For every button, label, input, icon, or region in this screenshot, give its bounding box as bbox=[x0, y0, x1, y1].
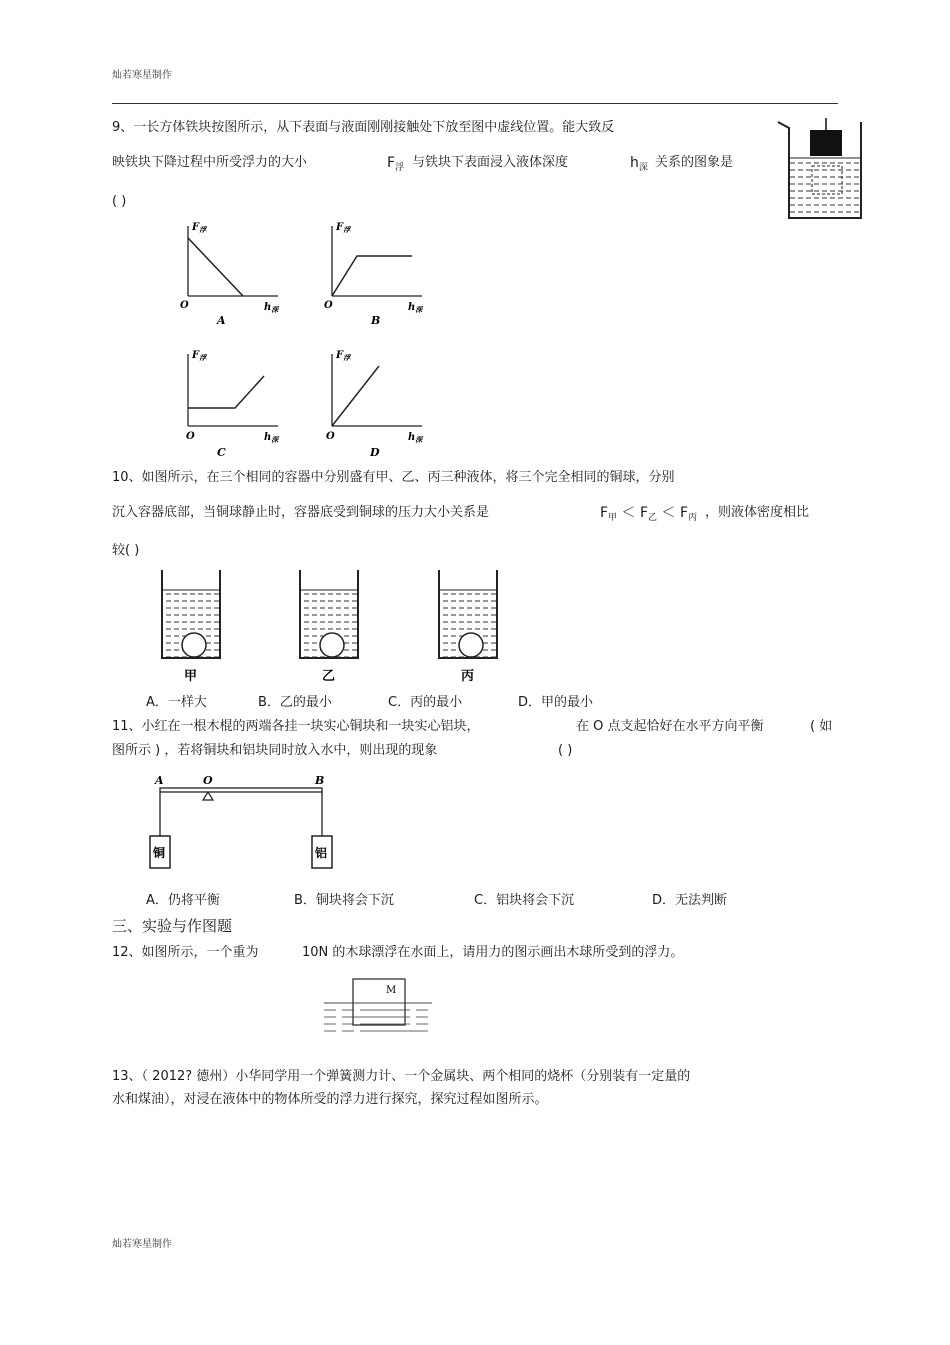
graph-c-origin: O bbox=[186, 431, 195, 442]
floating-ball-figure bbox=[320, 975, 435, 1045]
q10-option-d: D．甲的最小 bbox=[518, 695, 594, 710]
q11-option-d: D．无法判断 bbox=[652, 893, 728, 908]
graph-c-caption: C bbox=[217, 446, 226, 459]
q9-line2b: 与铁块下表面浸入液体深度 bbox=[412, 155, 569, 170]
graph-c-x-label: $h_深$ bbox=[264, 432, 279, 444]
q11-line2a: 图所示 ) ，若将铜块和铝块同时放入水中，则出现的现象 bbox=[112, 743, 438, 758]
container-bing bbox=[435, 570, 501, 685]
beaker-figure bbox=[774, 118, 866, 222]
floating-ball-label: M bbox=[386, 985, 397, 996]
section-title: 三、实验与作图题 bbox=[112, 917, 233, 935]
q9-line2a: 映铁块下降过程中所受浮力的大小 bbox=[112, 155, 308, 170]
container-jia bbox=[158, 570, 224, 685]
page-header: 灿若寒星制作 bbox=[112, 70, 172, 81]
q11-line1b: 在 O 点支起恰好在水平方向平衡 bbox=[576, 719, 764, 734]
q10-line3: 较( ) bbox=[112, 543, 140, 558]
q11-option-b: B．铜块将会下沉 bbox=[294, 893, 394, 908]
h-subscript: 深 bbox=[638, 163, 648, 173]
lever-label-a: A bbox=[155, 774, 164, 787]
graph-a-origin: O bbox=[180, 300, 189, 311]
graph-b bbox=[324, 218, 424, 328]
lever-block-aluminum: 铝 bbox=[315, 846, 328, 860]
q11-line1a: 11、小红在一根木棍的两端各挂一块实心铜块和一块实心铝块， bbox=[112, 719, 480, 734]
q9-answer-blank: ( ) bbox=[112, 194, 127, 209]
graph-a-x-label: $h_深$ bbox=[264, 302, 279, 314]
header-rule bbox=[112, 103, 838, 104]
q10-option-a: A．一样大 bbox=[146, 695, 207, 710]
lever-figure bbox=[145, 772, 345, 874]
f-subscript: 浮 bbox=[395, 163, 405, 173]
q10-option-c: C．丙的最小 bbox=[388, 695, 463, 710]
q12-line1b: 10N 的木球漂浮在水面上，请用力的图示画出木球所受到的浮力。 bbox=[302, 945, 684, 960]
q9-line1: 9、一长方体铁块按图所示，从下表面与液面刚刚接触处下放至图中虚线位置。能大致反 bbox=[112, 120, 615, 135]
lever-label-b: B bbox=[315, 774, 325, 787]
h-letter: h bbox=[630, 155, 639, 171]
rel-f1: F bbox=[600, 505, 609, 521]
container-bing-label: 丙 bbox=[461, 669, 475, 684]
rel-f3: F bbox=[679, 505, 689, 521]
q11-option-a: A．仍将平衡 bbox=[146, 893, 220, 908]
q10-line2b: ，则液体密度相比 bbox=[705, 505, 810, 520]
graph-d-x-label: $h_深$ bbox=[408, 432, 423, 444]
graph-a-caption: A bbox=[217, 314, 226, 327]
lever-block-copper: 铜 bbox=[153, 846, 166, 860]
q11-option-c: C．铝块将会下沉 bbox=[474, 893, 575, 908]
f-letter: F bbox=[387, 155, 396, 171]
q10-line1: 10、如图所示，在三个相同的容器中分别盛有甲、乙、丙三种液体，将三个完全相同的铜球，分别 bbox=[112, 470, 675, 485]
graph-c bbox=[180, 346, 280, 458]
graph-c-y-label: $F_浮$ bbox=[192, 350, 207, 362]
q10-relation bbox=[600, 505, 697, 523]
graph-d bbox=[324, 346, 424, 458]
graph-d-caption: D bbox=[370, 446, 380, 459]
rel-lt1: ＜ bbox=[621, 505, 636, 521]
q10-option-b: B．乙的最小 bbox=[258, 695, 332, 710]
rel-sub3: 丙 bbox=[688, 513, 698, 523]
q9-f-symbol bbox=[387, 155, 404, 173]
graph-d-origin: O bbox=[326, 431, 335, 442]
q11-line1c: ( 如 bbox=[810, 719, 833, 734]
q10-line2a: 沉入容器底部，当铜球静止时，容器底受到铜球的压力大小关系是 bbox=[112, 505, 490, 520]
container-yi-label: 乙 bbox=[322, 669, 336, 684]
rel-lt2: ＜ bbox=[661, 505, 676, 521]
graph-a bbox=[180, 218, 280, 328]
q12-line1a: 12、如图所示，一个重为 bbox=[112, 945, 259, 960]
q13-line1: 13、（ 2012? 德州）小华同学用一个弹簧测力计、一个金属块、两个相同的烧杯（分别装有一定量的 bbox=[112, 1069, 691, 1084]
lever-label-o: O bbox=[203, 774, 213, 787]
container-jia-label: 甲 bbox=[184, 669, 198, 684]
graph-b-origin: O bbox=[324, 300, 333, 311]
graph-d-y-label: $F_浮$ bbox=[336, 350, 351, 362]
graph-b-caption: B bbox=[371, 314, 381, 327]
rel-f2: F bbox=[639, 505, 649, 521]
q13-line2: 水和煤油），对浸在液体中的物体所受的浮力进行探究，探究过程如图所示。 bbox=[112, 1092, 548, 1107]
page-footer: 灿若寒星制作 bbox=[112, 1239, 172, 1250]
graph-b-x-label: $h_深$ bbox=[408, 302, 423, 314]
container-yi bbox=[296, 570, 362, 685]
q11-line2b: ( ) bbox=[558, 743, 573, 758]
graph-b-y-label: $F_浮$ bbox=[336, 222, 351, 234]
rel-sub2: 乙 bbox=[648, 513, 658, 523]
graph-a-y-label: $F_浮$ bbox=[192, 222, 207, 234]
q9-line2c: 关系的图象是 bbox=[655, 155, 734, 170]
rel-sub1: 甲 bbox=[608, 513, 618, 523]
q9-h-symbol bbox=[630, 155, 648, 173]
